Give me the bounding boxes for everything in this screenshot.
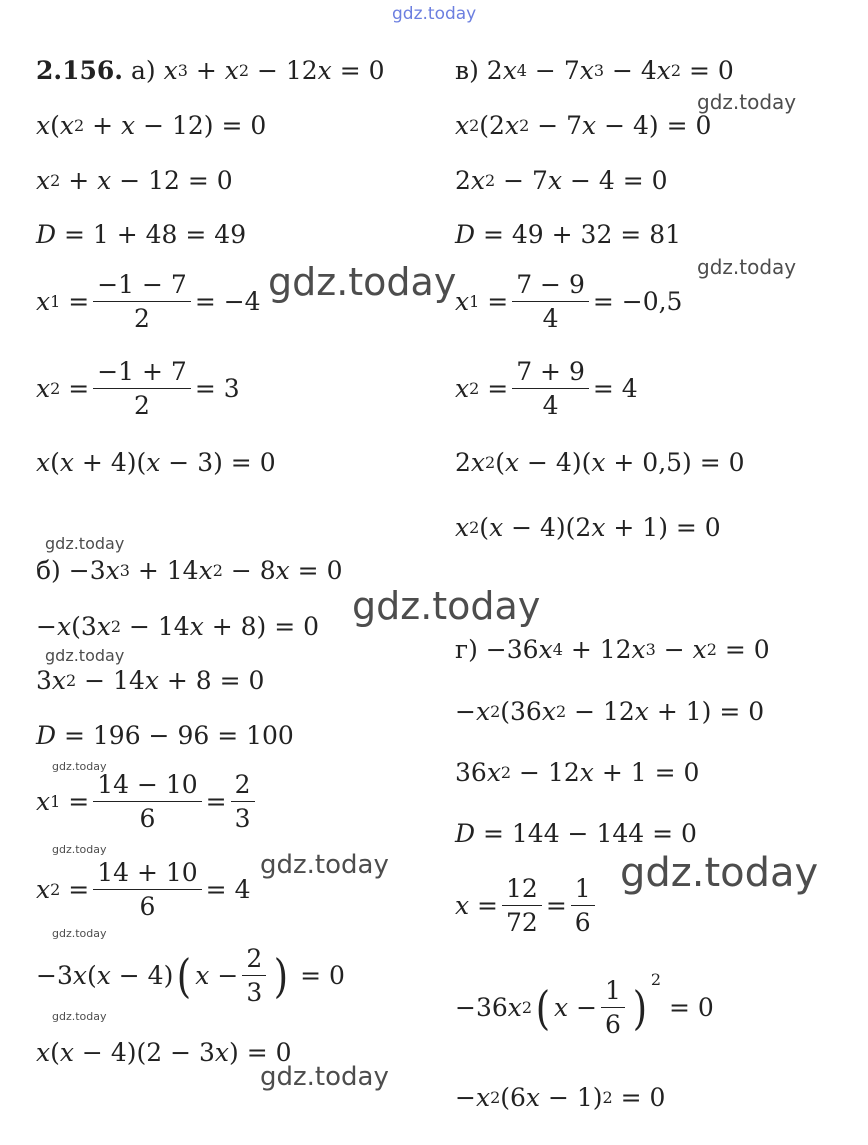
part-v-discriminant: D = 49 + 32 = 81 bbox=[455, 220, 682, 249]
part-a-equation: 2.156. а) x 3 + x 2 − 12 x = 0 bbox=[36, 56, 385, 85]
part-a-result: x ( x + 4)( x − 3) = 0 bbox=[36, 448, 276, 477]
part-a-quadratic: x 2 + x − 12 = 0 bbox=[36, 166, 233, 195]
part-g-square: −36 x 2 ( x − $\frac{1}{6}$ ) 2 = 0 bbox=[455, 970, 714, 1039]
part-a-root-2: x 2 = $\frac{-1 + 7}{2}$ = 3 bbox=[36, 357, 240, 420]
part-a-discriminant: D = 1 + 48 = 49 bbox=[36, 220, 247, 249]
watermark: gdz.today bbox=[52, 927, 107, 940]
part-b-root-1: x 1 = $\frac{14 - 10}{6}$ = $\frac{2}{3}$ bbox=[36, 772, 259, 831]
part-b-result: x ( x − 4)(2 − 3 x ) = 0 bbox=[36, 1038, 292, 1067]
part-g-equation: г) −36 x 4 + 12 x 3 − x 2 = 0 bbox=[455, 635, 770, 664]
part-v-product: 2 x 2 ( x − 4)( x + 0,5) = 0 bbox=[455, 448, 745, 477]
part-v-root-1: x 1 = $\frac{7 - 9}{4}$ = −0,5 bbox=[455, 270, 683, 333]
watermark-top: gdz.today bbox=[392, 4, 477, 24]
fraction: $\frac{1}{6}$ bbox=[571, 876, 595, 935]
part-b-label: б) bbox=[36, 556, 61, 585]
fraction: $\frac{12}{72}$ bbox=[502, 876, 542, 935]
part-v-equation: в) 2 x 4 − 7 x 3 − 4 x 2 = 0 bbox=[455, 56, 734, 85]
part-v-label: в) bbox=[455, 56, 479, 85]
watermark: gdz.today bbox=[268, 260, 457, 304]
watermark: gdz.today bbox=[697, 90, 797, 114]
part-g-quadratic: 36 x 2 − 12 x + 1 = 0 bbox=[455, 758, 700, 787]
watermark: gdz.today bbox=[697, 255, 797, 279]
watermark: gdz.today bbox=[52, 760, 107, 773]
fraction: $\frac{-1 + 7}{2}$ bbox=[93, 359, 191, 418]
part-b-quadratic: 3 x 2 − 14 x + 8 = 0 bbox=[36, 666, 265, 695]
watermark: gdz.today bbox=[45, 646, 125, 665]
fraction: $\frac{-1 - 7}{2}$ bbox=[93, 272, 191, 331]
watermark: gdz.today bbox=[352, 584, 541, 628]
part-v-root-2: x 2 = $\frac{7 + 9}{4}$ = 4 bbox=[455, 357, 638, 420]
fraction: $\frac{14 + 10}{6}$ bbox=[93, 860, 201, 919]
watermark: gdz.today bbox=[52, 843, 107, 856]
part-a-label: а) bbox=[130, 56, 156, 85]
part-g-label: г) bbox=[455, 635, 478, 664]
part-b-product: −3 x ( x − 4) ( x − $\frac{2}{3}$ ) = 0 bbox=[36, 944, 345, 1007]
fraction: $\frac{2}{3}$ bbox=[231, 772, 255, 831]
fraction: $\frac{14 - 10}{6}$ bbox=[93, 772, 201, 831]
part-v-factored: x 2 (2 x 2 − 7 x − 4) = 0 bbox=[455, 111, 712, 140]
part-g-discriminant: D = 144 − 144 = 0 bbox=[455, 819, 697, 848]
fraction: $\frac{7 - 9}{4}$ bbox=[512, 272, 589, 331]
part-g-factored: − x 2 (36 x 2 − 12 x + 1) = 0 bbox=[455, 697, 765, 726]
fraction: $\frac{7 + 9}{4}$ bbox=[512, 359, 589, 418]
watermark: gdz.today bbox=[260, 850, 389, 880]
fraction: $\frac{2}{3}$ bbox=[242, 946, 266, 1005]
part-g-root: x = $\frac{12}{72}$ = $\frac{1}{6}$ bbox=[455, 876, 599, 935]
problem-number: 2.156. bbox=[36, 56, 123, 85]
fraction: $\frac{1}{6}$ bbox=[601, 978, 625, 1037]
part-b-root-2: x 2 = $\frac{14 + 10}{6}$ = 4 bbox=[36, 858, 251, 921]
part-b-factored: − x (3 x 2 − 14 x + 8) = 0 bbox=[36, 612, 320, 641]
watermark: gdz.today bbox=[45, 534, 125, 553]
part-a-factored: x ( x 2 + x − 12) = 0 bbox=[36, 111, 267, 140]
watermark: gdz.today bbox=[52, 1010, 107, 1023]
part-b-discriminant: D = 196 − 96 = 100 bbox=[36, 721, 294, 750]
part-v-result: x 2 ( x − 4)(2 x + 1) = 0 bbox=[455, 513, 721, 542]
part-b-equation: б) −3 x 3 + 14 x 2 − 8 x = 0 bbox=[36, 556, 343, 585]
watermark: gdz.today bbox=[260, 1062, 389, 1092]
part-a-root-1: x 1 = $\frac{-1 - 7}{2}$ = −4 bbox=[36, 270, 261, 333]
part-g-result: − x 2 (6 x − 1) 2 = 0 bbox=[455, 1083, 666, 1112]
watermark: gdz.today bbox=[620, 850, 819, 896]
part-v-quadratic: 2 x 2 − 7 x − 4 = 0 bbox=[455, 166, 668, 195]
